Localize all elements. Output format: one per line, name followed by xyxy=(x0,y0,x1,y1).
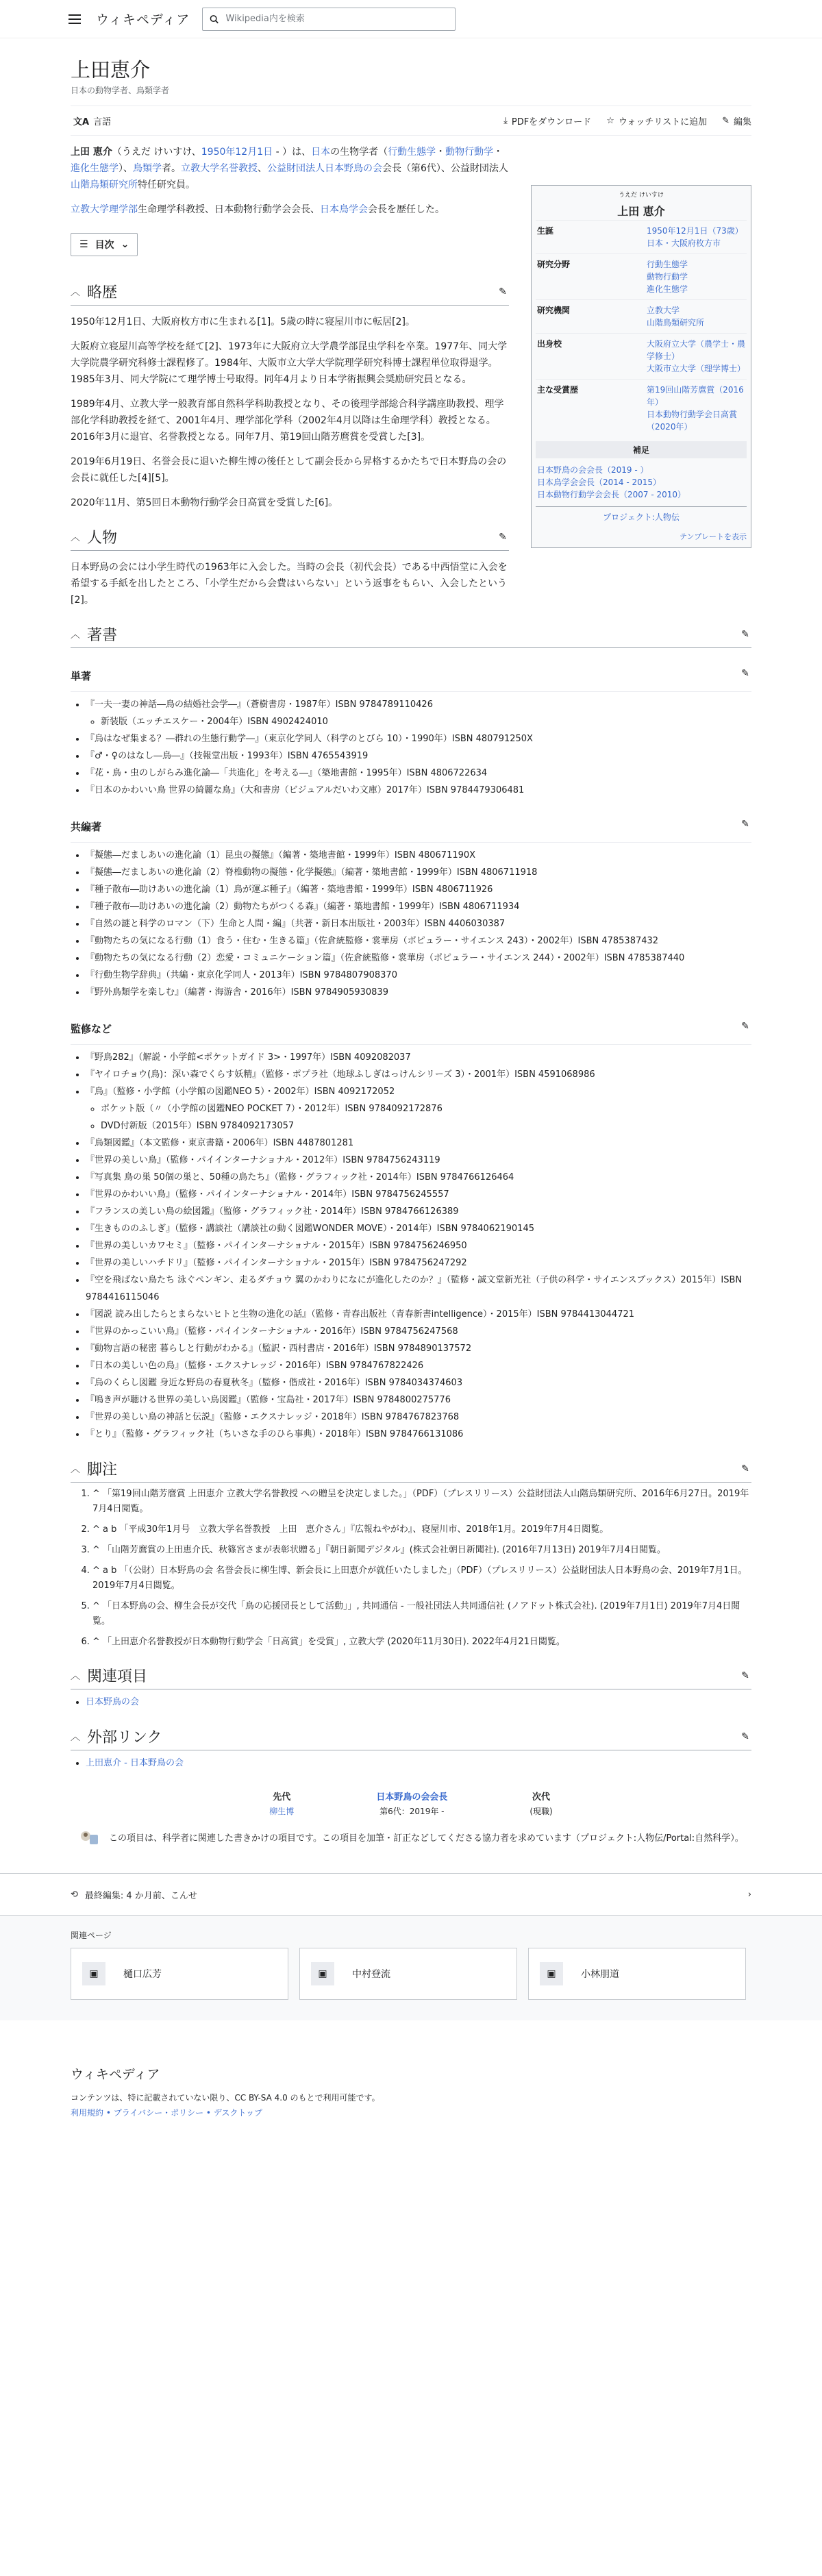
list-item xyxy=(86,1272,751,1306)
download-icon: ⤓ xyxy=(503,115,508,126)
chevron-up-icon: ︿ xyxy=(71,1463,80,1475)
intro-text: 会長（第6代）、公益財団法人 xyxy=(382,163,508,174)
edit-section-icon[interactable]: ✎ xyxy=(499,286,507,297)
infobox-key: 主な受賞歴 xyxy=(537,385,579,395)
work-title: 『動物言語の秘密 暮らしと行動がわかる』（監訳・西村書店・2016年）ISBN 9784890137572 xyxy=(86,1343,472,1354)
image-placeholder-icon: ▣ xyxy=(311,1962,334,1985)
list-item xyxy=(86,898,751,915)
work-title: 『擬態―だましあいの進化論（1）昆虫の擬態』（編著・築地書館・1999年）ISBN 480671190X xyxy=(86,850,476,860)
infobox-value-link[interactable]: 大阪府立大学（農学士・農学修士） xyxy=(647,339,746,361)
list-item xyxy=(86,1391,751,1409)
footer-site-name: ウィキペディア xyxy=(71,2067,160,2082)
work-title: 『鳴き声が聴ける世界の美しい鳥図鑑』（監修・宝島社・2017年）ISBN 9784800275776 xyxy=(86,1395,451,1405)
infobox-row xyxy=(536,253,747,299)
site-header xyxy=(0,0,822,38)
list-item xyxy=(86,730,751,747)
work-title: 『種子散布―助けあいの進化論（2）動物たちがつくる森』（編著・築地書館・1999年）ISBN 4806711934 xyxy=(86,902,520,912)
edit-section-icon[interactable]: ✎ xyxy=(741,1020,749,1032)
list-item xyxy=(86,1357,751,1374)
site-footer xyxy=(0,2020,822,2120)
subsection-single: 単著 xyxy=(71,670,92,682)
single-works-list xyxy=(71,696,751,799)
page-tools xyxy=(71,106,751,136)
infobox-supplement-item[interactable]: 日本動物行動学会会長（2007 - 2010） xyxy=(537,490,686,499)
work-title: 『フランスの美しい鳥の絵図鑑』（監修・グラフィック社・2014年）ISBN 9784766126389 xyxy=(86,1206,459,1217)
infobox-value-link[interactable]: 1950年12月1日（73歳） xyxy=(647,226,743,236)
infobox-value-link[interactable]: 動物行動学 xyxy=(647,272,688,282)
list-item xyxy=(86,696,751,730)
infobox-row xyxy=(536,333,747,379)
list-item xyxy=(86,1049,751,1066)
intro-text: の生物学者（ xyxy=(330,147,388,158)
work-title: 『擬態―だましあいの進化論（2）脊椎動物の擬態・化学擬態』（編著・築地書館・1999年）ISBN 4806711918 xyxy=(86,867,538,878)
list-item xyxy=(86,1323,751,1340)
career-paragraph: 2019年6月19日、名誉会長に退いた柳生博の後任として副会長から昇格するかたちで日本野鳥の会の会長に就任した[4][5]。 xyxy=(71,456,507,484)
intro-text: ・ xyxy=(436,147,446,158)
edit-section-icon[interactable]: ✎ xyxy=(741,818,749,830)
infobox-value xyxy=(647,258,745,295)
intro-text: ）、 xyxy=(119,163,133,174)
list-item xyxy=(86,1755,751,1772)
infobox-row xyxy=(536,299,747,333)
related-page-title: 中村登流 xyxy=(352,1969,390,1980)
edit-section-icon[interactable]: ✎ xyxy=(741,1670,749,1681)
inline-link[interactable]: 山階鳥類研究所 xyxy=(71,179,138,190)
language-button[interactable]: 文A 言語 xyxy=(71,114,503,127)
list-item xyxy=(86,864,751,881)
section-header-related[interactable]: ︿ 関連項目 ✎ xyxy=(71,1662,751,1689)
list-item xyxy=(86,1426,751,1443)
related-page-card[interactable] xyxy=(299,1948,517,2000)
chevron-up-icon: ︿ xyxy=(71,532,80,543)
section-header-career[interactable]: ︿ 略歴 ✎ xyxy=(71,278,509,306)
list-item xyxy=(86,1152,751,1169)
related-page-card[interactable] xyxy=(71,1948,288,2000)
infobox-row xyxy=(536,379,747,437)
list-item xyxy=(86,881,751,898)
page-title: 上田恵介 xyxy=(71,58,151,82)
infobox-value-link[interactable]: 立教大学 xyxy=(647,306,680,315)
work-title: 『日本のかわいい鳥 世界の綺麗な鳥』（大和書房（ビジュアルだいわ文庫）2017年）ISBN 9784479306481 xyxy=(86,785,525,795)
infobox-key: 出身校 xyxy=(537,339,562,349)
related-pages xyxy=(0,1916,822,2020)
scientist-icon xyxy=(77,1829,101,1848)
edit-section-icon[interactable]: ✎ xyxy=(741,628,749,640)
intro-text: 、 xyxy=(258,163,267,174)
work-title: 『空を飛ばない鳥たち 泳ぐペンギン、走るダチョウ 翼のかわりになにが進化したのか？』（監修・誠文堂新光社（子供の科学・サイエンスブックス）2015年）ISBN 9784416115046 xyxy=(86,1275,743,1302)
footnote: 1. ^ 「第19回山階芳麿賞 上田恵介 立教大学名誉教授 への贈呈を決定しました。」（PDF）（プレスリリース）公益財団法人山階鳥類研究所、2016年6月27日。2019年7月4日閲覧。 xyxy=(92,1487,751,1517)
infobox-project-link[interactable]: プロジェクト:人物伝 xyxy=(536,506,747,527)
search-box[interactable] xyxy=(202,8,456,31)
infobox-value-link[interactable]: 第19回山階芳麿賞（2016年） xyxy=(647,385,744,407)
list-item xyxy=(86,1186,751,1203)
edit-section-icon[interactable]: ✎ xyxy=(741,1731,749,1742)
work-title: 『図説 読み出したらとまらないヒトと生物の進化の話』（監修・青春出版社（青春新書intelligence）・2015年）ISBN 9784413044721 xyxy=(86,1309,635,1320)
menu-icon[interactable] xyxy=(66,10,84,28)
chevron-up-icon: ︿ xyxy=(71,629,80,641)
star-icon: ☆ xyxy=(606,115,614,126)
list-item xyxy=(86,1409,751,1426)
infobox-value xyxy=(647,304,745,329)
footnote: 3. ^ 「山階芳麿賞の上田恵介氏、秋篠宮さまが表彰状贈る」『朝日新聞デジタル』(株式会社朝日新聞社). (2016年7月13日) 2019年7月4日閲覧。 xyxy=(92,1543,751,1558)
inline-link[interactable]: 公益財団法人日本野鳥の会 xyxy=(267,163,382,174)
intro-text: （うえだ けいすけ、 xyxy=(112,147,201,158)
infobox-value xyxy=(647,384,745,433)
section-header-external[interactable]: ︿ 外部リンク ✎ xyxy=(71,1723,751,1750)
infobox-value-link[interactable]: 山階鳥類研究所 xyxy=(647,318,705,327)
chevron-up-icon: ︿ xyxy=(71,1670,80,1682)
image-placeholder-icon: ▣ xyxy=(82,1962,105,1985)
list-item xyxy=(86,1135,751,1152)
chevron-up-icon: ︿ xyxy=(71,286,80,298)
inline-link[interactable]: 日本 xyxy=(311,147,331,158)
career-paragraph: 大阪府立寝屋川高等学校を経て[2]、1973年に大阪府立大学農学部昆虫学科を卒業。1977年、同大学大学院農学研究科修士課程修了。1984年、大阪市立大学大学院理学研究科博士課程単位取得退学。1985年3月、同大学院にて理学博士号取得。同年4月より日本学術振興会奨励研究員となる。 xyxy=(71,341,508,385)
list-item xyxy=(86,967,751,984)
work-title: 『世界の美しい鳥の神話と伝説』（監修・エクスナレッジ・2018年）ISBN 9784767823768 xyxy=(86,1412,460,1422)
list-item xyxy=(86,1694,751,1711)
infobox-key: 生誕 xyxy=(537,226,554,236)
inline-link[interactable]: 動物行動学 xyxy=(445,147,494,158)
license-text: コンテンツは、特に記載されていない限り、CC BY-SA 4.0 のもとで利用可能です。 xyxy=(71,2093,380,2103)
chevron-right-icon: › xyxy=(747,1889,751,1900)
infobox-value-link[interactable]: 行動生態学 xyxy=(647,260,688,269)
edit-button[interactable]: ✎ 編集 xyxy=(722,115,751,127)
template-link[interactable]: テンプレートを表示 xyxy=(679,532,747,541)
infobox-supplement-header: 補足 xyxy=(536,441,747,458)
section-header-notes[interactable]: ︿ 脚注 ✎ xyxy=(71,1455,751,1483)
section-header-person[interactable]: ︿ 人物 ✎ xyxy=(71,523,509,551)
pdf-download-button[interactable]: ⤓ PDFをダウンロード xyxy=(503,115,592,127)
footnote: 4. ^ a b 「（公財）日本野鳥の会 名誉会長に柳生博、新会長に上田恵介が就任いたしました」（PDF）（プレスリリース）公益財団法人日本野鳥の会、2019年7月1日。2019年7月4日閲覧。 xyxy=(92,1563,751,1594)
footnote: 5. ^ 「日本野鳥の会、柳生会長が交代「鳥の応援団長として活動」」, 共同通信 - 一般社団法人共同通信社 (ノアドット株式会社). (2019年7月1日) 2019年7月4日閲覧。 xyxy=(92,1599,751,1629)
inline-link[interactable]: 鳥類学 xyxy=(133,163,162,174)
sub-list xyxy=(86,1100,751,1135)
work-title: 『鳥』（監修・小学館（小学館の図鑑NEO 5）・2002年）ISBN 4092172052 xyxy=(86,1087,395,1097)
infobox-title: 上田 恵介 xyxy=(617,205,665,218)
succession-box: 先代 柳生博 日本野鳥の会会長 第6代：2019年 - 次代 (現職) xyxy=(71,1789,751,1817)
inline-link[interactable]: 行動生態学 xyxy=(388,147,436,158)
work-title: 『動物たちの気になる行動（1）食う・住む・生きる篇』（佐倉統監修・裳華房（ポピュラー・サイエンス 243）・2002年）ISBN 4785387432 xyxy=(86,936,659,946)
list-item xyxy=(86,915,751,932)
infobox-key: 研究機関 xyxy=(537,306,571,315)
list-item xyxy=(86,1254,751,1272)
list-item xyxy=(86,747,751,765)
person-paragraph: 日本野鳥の会には小学生時代の1963年に入会した。当時の会長（初代会長）である中西悟堂に入会を希望する手紙を出したところ、「小学生だから会費はいらない」という返事をもらい、入会したという[2]。 xyxy=(71,562,508,606)
work-title: 『行動生物学辞典』（共編・東京化学同人・2013年）ISBN 9784807908370 xyxy=(86,970,397,980)
related-item-link[interactable]: 日本野鳥の会 xyxy=(86,1697,140,1707)
search-icon xyxy=(210,14,219,24)
infobox-value-link[interactable]: 日本動物行動学会日高賞（2020年） xyxy=(647,410,738,432)
career-body xyxy=(71,314,509,511)
list-item xyxy=(86,1237,751,1254)
work-title: 『一夫一妻の神話―鳥の結婚社会学―』（蒼樹書房・1987年）ISBN 9784789110426 xyxy=(86,699,433,710)
watchlist-button[interactable]: ☆ ウォッチリストに追加 xyxy=(606,115,708,127)
career-paragraph: 2020年11月、第5回日本動物行動学会日高賞を受賞した[6]。 xyxy=(71,497,338,508)
work-title: 『世界のかわいい鳥』（監修・パイインターナショナル・2014年）ISBN 9784756245557 xyxy=(86,1189,449,1200)
inline-link[interactable]: 立教大学理学部 xyxy=(71,204,138,215)
translate-icon: 文A xyxy=(73,116,90,127)
predecessor-link[interactable]: 柳生博 xyxy=(269,1807,295,1816)
intro-text: 会長を歴任した。 xyxy=(368,204,445,215)
inline-link[interactable]: 1950年12月1日 xyxy=(201,147,273,158)
work-title: 『世界のかっこいい鳥』（監修・パイインターナショナル・2016年）ISBN 9784756247568 xyxy=(86,1326,458,1337)
list-item xyxy=(86,847,751,864)
sub-list xyxy=(86,713,751,730)
career-paragraph: 1950年12月1日、大阪府枚方市に生まれる[1]。5歳の時に寝屋川市に転居[2]。 xyxy=(71,317,415,327)
search-input[interactable] xyxy=(224,13,448,25)
image-placeholder-icon: ▣ xyxy=(540,1962,563,1985)
footer-links[interactable]: 利用規約 • プライバシー・ポリシー • デスクトップ xyxy=(71,2108,262,2118)
list-item xyxy=(86,950,751,967)
list-icon: ☰ xyxy=(79,239,88,250)
lead-section xyxy=(71,144,509,608)
work-title: 『鳥類図鑑』（本文監修・東京書籍・2006年）ISBN 4487801281 xyxy=(86,1138,354,1148)
person-body xyxy=(71,559,509,608)
list-item xyxy=(86,1220,751,1237)
works-section xyxy=(71,621,751,1443)
edit-section-icon[interactable]: ✎ xyxy=(741,1463,749,1474)
chevron-up-icon: ︿ xyxy=(71,1731,80,1743)
list-item: ◦ DVD付新版（2015年）ISBN 9784092173057 xyxy=(101,1117,751,1135)
infobox-key: 研究分野 xyxy=(537,260,571,269)
list-item xyxy=(86,1203,751,1220)
infobox-supplement-item[interactable]: 日本鳥学会会長（2014 - 2015） xyxy=(537,478,662,487)
work-title: 『世界の美しい鳥』（監修・パイインターナショナル・2012年）ISBN 9784756243119 xyxy=(86,1155,440,1165)
external-links-list xyxy=(71,1755,751,1772)
infobox-value-link[interactable]: 進化生態学 xyxy=(647,284,688,294)
supervised-works-list xyxy=(71,1049,751,1443)
infobox-value-link[interactable]: 日本・大阪府枚方市 xyxy=(647,238,721,248)
list-item xyxy=(86,1306,751,1323)
intro-text: 特任研究員。 xyxy=(138,179,195,190)
work-title: 『自然の謎と科学のロマン（下）生命と人間・編』（共著・新日本出版社・2003年）ISBN 4406030387 xyxy=(86,919,506,929)
career-paragraph: 1989年4月、立教大学一般教育部自然科学科助教授となり、その後理学部総合科学講座助教授、理学部化学科助教授を経て、2001年4月、理学部化学科（2002年4月以降は生命理学科）教授となる。2016年3月に退官、名誉教授となる。同年7月、第19回山階芳麿賞を受賞した[3]。 xyxy=(71,399,504,443)
work-title: 『日本の美しい色の鳥』（監修・エクスナレッジ・2016年）ISBN 9784767822426 xyxy=(86,1361,424,1371)
work-title: 『♂・♀のはなし―鳥―』（技報堂出版・1993年）ISBN 4765543919 xyxy=(86,751,369,761)
list-item xyxy=(86,1374,751,1391)
related-page-card[interactable] xyxy=(528,1948,746,2000)
external-link[interactable]: 上田恵介 - 日本野鳥の会 xyxy=(86,1758,184,1768)
work-title: 『鳥のくらし図鑑 身近な野鳥の春夏秋冬』（監修・偕成社・2016年）ISBN 9784034374603 xyxy=(86,1378,463,1388)
work-title: 『ヤイロチョウ(鳥)：深い森でくらす妖精』（監修・ポプラ社（地球ふしぎはっけんシリーズ 3）・2001年）ISBN 4591068986 xyxy=(86,1069,595,1080)
edit-section-icon[interactable]: ✎ xyxy=(741,667,749,679)
infobox-value xyxy=(647,225,745,249)
list-item xyxy=(86,1066,751,1083)
intro-text: 生命理学科教授、日本動物行動学会会長、 xyxy=(138,204,320,215)
site-name[interactable]: ウィキペディア xyxy=(96,12,190,27)
intro-paragraph xyxy=(71,201,509,218)
work-title: 『世界の美しいハチドリ』（監修・パイインターナショナル・2015年）ISBN 9784756247292 xyxy=(86,1258,467,1268)
intro-text: 上田 恵介 xyxy=(71,147,112,158)
intro-text: 者。 xyxy=(162,163,181,174)
related-page-title: 小林朋道 xyxy=(581,1969,619,1980)
edit-section-icon[interactable]: ✎ xyxy=(499,531,507,543)
list-item xyxy=(86,1340,751,1357)
list-item xyxy=(86,1083,751,1135)
work-title: 『種子散布―助けあいの進化論（1）鳥が運ぶ種子』（編著・築地書館・1999年）ISBN 4806711926 xyxy=(86,884,493,895)
footnote: 6. ^ 「上田恵介名誉教授が日本動物行動学会「日高賞」を受賞」, 立教大学 (2020年11月30日). 2022年4月21日閲覧。 xyxy=(92,1635,751,1650)
office-link[interactable]: 日本野鳥の会会長 xyxy=(376,1792,448,1803)
list-item xyxy=(86,765,751,782)
footnotes-list xyxy=(71,1487,751,1650)
work-title: 『動物たちの気になる行動（2）恋愛・コミュニケーション篇』（佐倉統監修・裳華房（ポピュラー・サイエンス 244）・2002年）ISBN 4785387440 xyxy=(86,953,685,963)
infobox-value xyxy=(647,338,745,375)
subsection-supervised: 監修など xyxy=(71,1023,112,1035)
list-item xyxy=(86,984,751,1001)
section-header-works[interactable]: ︿ 著書 ✎ xyxy=(71,621,751,648)
subsection-joint: 共編著 xyxy=(71,821,102,833)
work-title: 『野鳥282』（解説・小学館<ポケットガイド 3>・1997年）ISBN 4092082037 xyxy=(86,1052,411,1063)
inline-link[interactable]: 日本鳥学会 xyxy=(320,204,368,215)
intro-text: - ）は、 xyxy=(273,147,312,158)
infobox-value-link[interactable]: 大阪市立大学（理学博士） xyxy=(647,364,746,373)
related-pages-label: 関連ページ xyxy=(71,1931,112,1940)
list-item: ◦ 新装版（エッチエスケー・2004年）ISBN 4902424010 xyxy=(101,713,751,730)
related-page-title: 樋口広芳 xyxy=(123,1969,162,1980)
work-title: 『生きもののふしぎ』（監修・講談社（講談社の動く図鑑WONDER MOVE）・2014年）ISBN 9784062190145 xyxy=(86,1224,534,1234)
inline-link[interactable]: 進化生態学 xyxy=(71,163,119,174)
stub-notice: この項目は、科学者に関連した書きかけの項目です。この項目を加筆・訂正などしてくださる協力者を求めています（プロジェクト:人物伝/Portal:自然科学）。 xyxy=(77,1829,751,1848)
list-item xyxy=(86,932,751,950)
pencil-icon: ✎ xyxy=(722,115,730,126)
work-title: 『写真集 鳥の巣 50個の巣と、50種の鳥たち』（監修・グラフィック社・2014年）ISBN 9784766126464 xyxy=(86,1172,514,1182)
intro-paragraph xyxy=(71,144,509,193)
list-item xyxy=(86,1169,751,1186)
chevron-down-icon: ⌄ xyxy=(121,239,129,250)
list-item xyxy=(86,782,751,799)
inline-link[interactable]: 立教大学名誉教授 xyxy=(181,163,258,174)
list-item: ◦ ポケット版（〃（小学館の図鑑NEO POCKET 7）・2012年）ISBN 9784092172876 xyxy=(101,1100,751,1117)
tagline: 日本の動物学者、鳥類学者 xyxy=(71,86,170,95)
related-items-list xyxy=(71,1694,751,1711)
work-title: 『花・鳥・虫のしがらみ進化論―「共進化」を考える―』（築地書館・1995年）ISBN 4806722634 xyxy=(86,768,488,778)
footnote: 2. ^ a b 「平成30年1月号 立教大学名誉教授 上田 恵介さん」『広報ねやがわ』、寝屋川市、2018年1月。2019年7月4日閲覧。 xyxy=(92,1522,751,1537)
work-title: 『鳥はなぜ集まる？―群れの生態行動学―』（東京化学同人（科学のとびら 10）・1990年）ISBN 480791250X xyxy=(86,734,533,744)
infobox-row xyxy=(536,220,747,253)
last-edit-bar[interactable]: ⟲ 最終編集: 4 か月前、こんせ › xyxy=(0,1873,822,1916)
intro-text: ・ xyxy=(493,147,503,158)
joint-works-list xyxy=(71,847,751,1001)
infobox-supplement-item[interactable]: 日本野鳥の会会長（2019 - ） xyxy=(537,465,649,475)
work-title: 『とり』（監修・グラフィック社（ちいさな手のひら事典）・2018年）ISBN 9784766131086 xyxy=(86,1429,464,1439)
infobox xyxy=(531,185,751,548)
history-icon: ⟲ xyxy=(71,1889,78,1900)
toc-button[interactable]: ☰ 目次 ⌄ xyxy=(71,233,138,256)
work-title: 『野外鳥類学を楽しむ』（編著・海游舎・2016年）ISBN 9784905930839 xyxy=(86,987,388,998)
work-title: 『世界の美しいカワセミ』（監修・パイインターナショナル・2015年）ISBN 9784756246950 xyxy=(86,1241,467,1251)
infobox-ruby: うえだ けいすけ xyxy=(619,192,664,199)
